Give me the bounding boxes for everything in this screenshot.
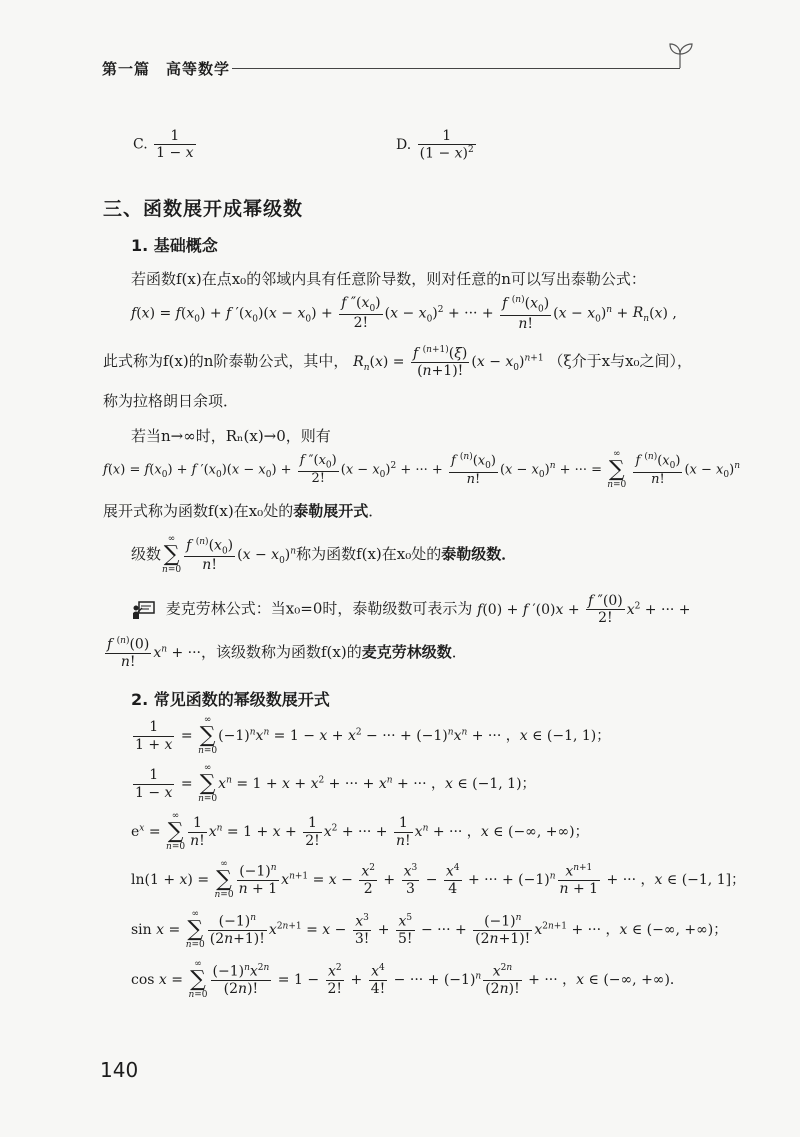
subsection-1-title: 1. 基础概念 (131, 236, 218, 255)
expansion-note-bold: 泰勒展开式 (293, 502, 369, 520)
taylor-definition-line: 此式称为f(x)的n阶泰勒公式，其中， $R_n(x)$ = $\frac{f ^{(n+1)}(\xi)}{(n+1)!}$ $(x - x_0)^{n+1}$ （ξ介于x与x₀之间）， (103, 345, 693, 379)
maclaurin-tail-end: ． (451, 642, 467, 661)
intro-paragraph: 若函数f(x)在点x₀的邻域内具有任意阶导数，则对任意的n可以写出泰勒公式： (131, 270, 646, 288)
maclaurin-tail-text: ，该级数称为函数f(x)的 (201, 642, 362, 661)
series-1-over-1-plus-x: $\frac{1}{1 + x}$ = ∞ ∑ n=0 $(-1)^nx^n = 1 - x + x^2$ − ··· + $(-1)^nx^n$ + ··· ，x ∈ (−1, 1)； (135, 715, 611, 756)
chapter-header: 第一篇 高等数学 (102, 60, 231, 78)
option-d-label: D. (396, 136, 412, 153)
series-mid: 称为函数f(x)在x₀处的 (296, 545, 442, 563)
series-exp: $e^x$ = ∞ ∑ n=0 $\frac{1}{n!}$ $x^n = 1 + x$ + $\frac{1}{2!}$ $x^2$ + ··· + $\frac{1}{n!}$ $x^n$ + ··· ，x ∈ (−∞, +∞)； (131, 811, 589, 852)
series-sin: sin x = ∞ ∑ n=0 $\frac{(-1)^n}{(2n+1)!}$ $x^{2n+1} = x$ − $\frac{x^3}{3!}$ + $\frac{x^5}{5!}$ − ··· + $\frac{(-1)^n}{(2n+1)!}$ $x^{2n+1}$ + ··· ，x ∈ (−∞, +∞)； (131, 909, 728, 950)
limit-line: 若当n→∞时，Rₙ(x)→0，则有 (131, 427, 331, 445)
expansion-note: 展开式称为函数f(x)在x₀处的泰勒展开式． (103, 502, 384, 520)
option-d: D. $\frac{1}{(1 - x)^2}$ (396, 128, 474, 162)
teacher-board-icon (131, 600, 155, 620)
expansion-note-text: 展开式称为函数f(x)在x₀处的 (103, 502, 294, 520)
header-rule (232, 68, 680, 69)
page-number: 140 (100, 1058, 139, 1082)
taylor-formula: $f(x) = f(x_0) + f$ $'(x_0)(x - x_0)$ + $\frac{f ''(x_0)}{2!}$ $(x - x_0)^2$ + ··· + $\frac{f ^{(n)}(x_0)}{n!}$ $(x - x_0)^n + R_n(x)$ , (131, 295, 677, 332)
series-cos: cos x = ∞ ∑ n=0 $\frac{(-1)^nx^{2n}}{(2n)!}$ = 1 − $\frac{x^2}{2!}$ + $\frac{x^4}{4!}$ − ··· + $(-1)^n$ $\frac{x^{2n}}{(2n)!}$ + ··· ，x ∈ (−∞, +∞)． (131, 959, 684, 1000)
taylor-prefix: 此式称为f(x)的n阶泰勒公式，其中， (103, 351, 349, 370)
sprout-icon (664, 38, 698, 72)
xi-note: （ξ介于x与x₀之间）， (548, 351, 693, 370)
subsection-2-title: 2. 常见函数的幂级数展开式 (131, 690, 330, 709)
series-1-over-1-minus-x: $\frac{1}{1 - x}$ = ∞ ∑ n=0 $x^n = 1 + x + x^2$ + ··· + $x^n$ + ··· ，x ∈ (−1, 1)； (135, 763, 536, 804)
taylor-series-formula: $f(x) = f(x_0) + f$ $'(x_0)(x - x_0)$ + $\frac{f ''(x_0)}{2!}$ $(x - x_0)^2$ + ··· + $\frac{f ^{(n)}(x_0)}{n!}$ $(x - x_0)^n$ + ··· = ∞ ∑ n=0 $\frac{f ^{(n)}(x_0)}{n!}$ $(x - x_0)^n$ (103, 449, 740, 490)
series-ln: ln(1 + x) = ∞ ∑ n=0 $\frac{(-1)^n}{n + 1}$ $x^{n+1} = x$ − $\frac{x^2}{2}$ + $\frac{x^3}{3}$ − $\frac{x^4}{4}$ + ··· + $(-1)^n$ $\frac{x^{n+1}}{n + 1}$ + ··· ，x ∈ (−1, 1]； (131, 859, 746, 900)
option-c-label: C. (133, 136, 148, 153)
series-definition: 级数 ∞ ∑ n=0 $\frac{f ^{(n)}(x_0)}{n!}$ $(x - x_0)^n$称为函数f(x)在x₀处的泰勒级数． (131, 534, 517, 575)
maclaurin-line-2: $\frac{f ^{(n)}(0)}{n!}$ $x^n$ + ···，该级数称为函数f(x)的麦克劳林级数． (107, 636, 467, 670)
maclaurin-line: 麦克劳林公式：当x₀=0时，泰勒级数可表示为 f(0) + f ′(0)x + $\frac{f ''(0)}{2!}$ $x^2$ + ··· + (131, 593, 691, 626)
section-title: 三、函数展开成幂级数 (103, 198, 304, 220)
maclaurin-lead: 麦克劳林公式：当x₀=0时，泰勒级数可表示为 (165, 599, 473, 618)
series-bold: 泰勒级数． (441, 545, 517, 563)
option-c: C. $\frac{1}{1 - x}$ (133, 128, 194, 162)
series-prefix: 级数 (131, 545, 162, 563)
maclaurin-tail-bold: 麦克劳林级数 (361, 642, 452, 661)
remainder-name: 称为拉格朗日余项． (103, 392, 239, 410)
